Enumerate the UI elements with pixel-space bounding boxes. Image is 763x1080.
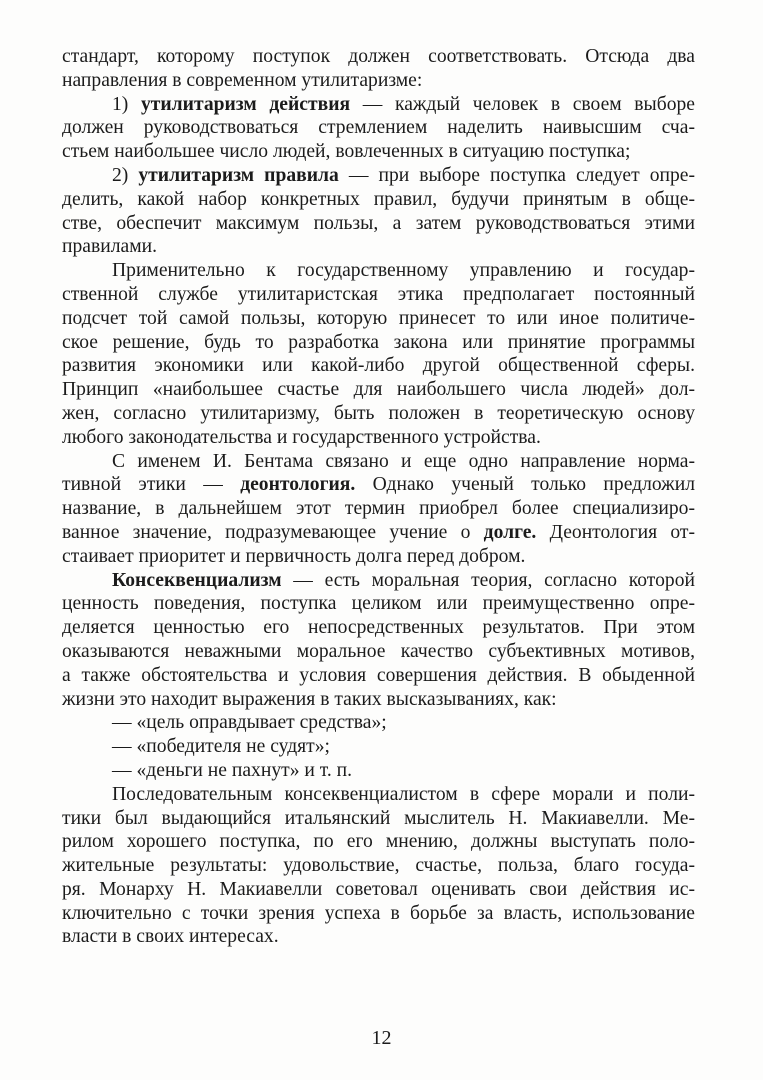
text-line (62, 450, 695, 474)
text-line (62, 307, 695, 331)
text-run: — каждый человек в своем выборе (350, 93, 695, 115)
text-line (62, 473, 695, 497)
text-line (62, 259, 695, 283)
text-run: ключительно с точки зрения успеха в борьбе за власть, использование (62, 902, 695, 924)
bold-text-run: долге. (483, 521, 537, 543)
text-line (62, 116, 695, 140)
paragraph (62, 93, 695, 164)
text-run: Деонтология от- (536, 521, 695, 543)
text-line (62, 497, 695, 521)
paragraph (62, 711, 695, 735)
text-line (62, 45, 695, 69)
text-run: тики был выдающийся итальянский мыслитель Н. Макиавелли. Ме- (62, 807, 695, 829)
text-block (62, 45, 695, 949)
text-run: развития экономики или какой-либо другой общественной сферы. (62, 355, 695, 377)
text-run: — «цель оправдывает средства»; (112, 712, 387, 734)
text-line (62, 759, 695, 783)
paragraph (62, 783, 695, 950)
bold-text-run: утилитаризм действия (140, 93, 351, 115)
text-run: направления в современном утилитаризме: (62, 69, 423, 91)
text-run: стьем наибольшее число людей, вовлеченных в ситуацию поступка; (62, 141, 631, 163)
text-run: жен, согласно утилитаризму, быть положен в теоретическую основу (62, 402, 695, 424)
text-line (62, 164, 695, 188)
paragraph (62, 450, 695, 569)
text-run: — «деньги не пахнут» и т. п. (112, 759, 353, 781)
bold-text-run: Консеквенциализм (112, 569, 282, 591)
text-run: ское решение, будь то разработка закона или принятие программы (62, 331, 695, 353)
paragraph (62, 569, 695, 712)
text-run: — «победителя не судят»; (112, 736, 330, 758)
text-run: стаивает приоритет и первичность долга перед добром. (62, 545, 526, 567)
text-line (62, 616, 695, 640)
text-line (62, 212, 695, 236)
text-run: стве, обеспечит максимум пользы, а затем руководствоваться этими (62, 212, 695, 234)
text-run: подсчет той самой пользы, которую принесет то или иное политиче- (62, 307, 695, 329)
text-run: деляется ценностью его непосредственных результатов. При этом (62, 617, 695, 639)
text-line (62, 664, 695, 688)
bold-text-run: деонтология. (240, 474, 356, 496)
text-run: стандарт, которому поступок должен соответствовать. Отсюда два (62, 46, 695, 67)
text-run: ванное значение, подразумевающее учение о (62, 521, 484, 543)
text-line (62, 878, 695, 902)
text-line (62, 69, 695, 93)
text-line (62, 140, 695, 164)
text-run: ценность поведения, поступка целиком или преимущественно опре- (62, 593, 695, 615)
text-run: оказываются неважными моральное качество субъективных мотивов, (62, 640, 695, 662)
text-run: Однако ученый только предложил (355, 474, 695, 496)
text-run: рилом хорошего поступка, по его мнению, должны выступать поло- (62, 831, 695, 853)
text-line (62, 735, 695, 759)
text-line (62, 783, 695, 807)
text-run: — есть моральная теория, согласно которой (281, 569, 695, 591)
paragraph (62, 164, 695, 259)
text-line (62, 354, 695, 378)
text-line (62, 235, 695, 259)
text-line (62, 925, 695, 949)
text-line (62, 188, 695, 212)
text-line (62, 830, 695, 854)
text-run: ря. Монарху Н. Макиавелли советовал оценивать свои действия ис- (62, 878, 695, 900)
text-run: правилами. (62, 236, 157, 258)
text-run: Применительно к государственному управлению и государ- (112, 260, 695, 282)
text-line (62, 331, 695, 355)
page-number: 12 (371, 1027, 392, 1049)
text-line (62, 378, 695, 402)
paragraph (62, 759, 695, 783)
text-line (62, 640, 695, 664)
text-run: делить, какой набор конкретных правил, будучи принятым в обще- (62, 188, 695, 210)
text-line (62, 402, 695, 426)
text-line (62, 545, 695, 569)
text-run: жительные результаты: удовольствие, счастье, польза, благо госуда- (62, 855, 695, 877)
text-line (62, 592, 695, 616)
text-line (62, 93, 695, 117)
text-run: С именем И. Бентама связано и еще одно направление норма- (112, 450, 695, 472)
text-line (62, 569, 695, 593)
text-run: 2) (112, 164, 139, 186)
text-run: Последовательным консеквенциалистом в сфере морали и поли- (112, 783, 695, 805)
text-line (62, 807, 695, 831)
text-line (62, 521, 695, 545)
text-run: — при выборе поступка следует опре- (338, 164, 695, 186)
text-run: власти в своих интересах. (62, 926, 279, 948)
text-line (62, 902, 695, 926)
text-line (62, 711, 695, 735)
text-run: должен руководствоваться стремлением наделить наивысшим сча- (62, 117, 695, 139)
text-line (62, 854, 695, 878)
text-run: ственной службе утилитаристская этика предполагает постоянный (62, 283, 695, 305)
text-run: любого законодательства и государственного устройства. (62, 426, 541, 448)
paragraph (62, 259, 695, 449)
text-run: название, в дальнейшем этот термин приобрел более специализиро- (62, 498, 695, 520)
text-line (62, 283, 695, 307)
paragraph (62, 45, 695, 93)
text-line (62, 688, 695, 712)
bold-text-run: утилитаризм правила (138, 164, 339, 186)
text-line (62, 426, 695, 450)
text-run: тивной этики — (62, 474, 241, 496)
text-run: Принцип «наибольшее счастье для наибольшего числа людей» дол- (62, 379, 695, 401)
paragraph (62, 735, 695, 759)
text-run: а также обстоятельства и условия совершения действия. В обыденной (62, 664, 695, 686)
text-run: жизни это находит выражения в таких высказываниях, как: (62, 688, 557, 710)
text-run: 1) (112, 93, 141, 115)
